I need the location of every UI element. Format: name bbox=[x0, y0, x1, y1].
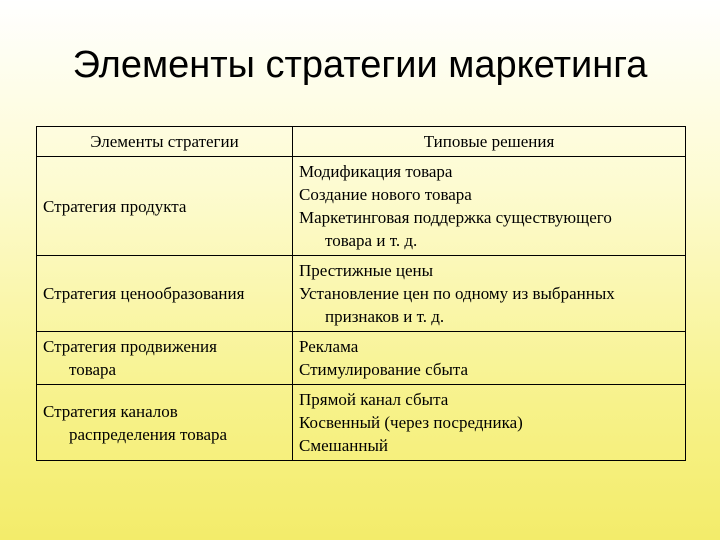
solution-text: Реклама bbox=[299, 337, 359, 356]
table-row bbox=[37, 256, 686, 332]
table-header-row bbox=[37, 127, 686, 157]
solutions-cell bbox=[293, 157, 686, 256]
header-col-strategy: Элементы стратегии bbox=[37, 127, 293, 157]
strategy-cell bbox=[37, 256, 293, 332]
table-row bbox=[37, 385, 686, 461]
strategy-table bbox=[36, 126, 686, 461]
solution-text: Смешанный bbox=[299, 436, 388, 455]
header-col-solutions: Типовые решения bbox=[293, 127, 686, 157]
solution-text: Модификация товара bbox=[299, 162, 453, 181]
strategy-cell bbox=[37, 385, 293, 461]
strategy-text: Стратегия продукта bbox=[43, 196, 187, 216]
table-row bbox=[37, 332, 686, 385]
solution-text: Косвенный (через посредника) bbox=[299, 413, 523, 432]
strategy-text: Стратегия продвижения bbox=[43, 337, 217, 356]
strategy-text: распределения товара bbox=[69, 424, 228, 444]
solutions-cell bbox=[293, 256, 686, 332]
solution-text: Маркетинговая поддержка существующего bbox=[299, 208, 612, 227]
solution-text: Престижные цены bbox=[299, 261, 434, 280]
solutions-cell bbox=[293, 332, 686, 385]
solution-text: признаков и т. д. bbox=[325, 307, 445, 326]
strategy-text: Стратегия ценообразования bbox=[43, 284, 245, 303]
table-row bbox=[37, 157, 686, 256]
solution-text: Создание нового товара bbox=[299, 185, 472, 204]
strategy-text: Стратегия каналов bbox=[43, 401, 178, 421]
solution-text: Установление цен по одному из выбранных bbox=[299, 284, 615, 303]
solution-text: товара и т. д. bbox=[325, 231, 418, 250]
slide-title: Элементы стратегии маркетинга bbox=[72, 44, 648, 86]
solution-text: Стимулирование сбыта bbox=[299, 360, 469, 379]
solution-text: Прямой канал сбыта bbox=[299, 390, 449, 409]
solutions-cell bbox=[293, 385, 686, 461]
strategy-cell bbox=[37, 157, 293, 256]
strategy-text: товара bbox=[69, 360, 117, 379]
strategy-cell bbox=[37, 332, 293, 385]
